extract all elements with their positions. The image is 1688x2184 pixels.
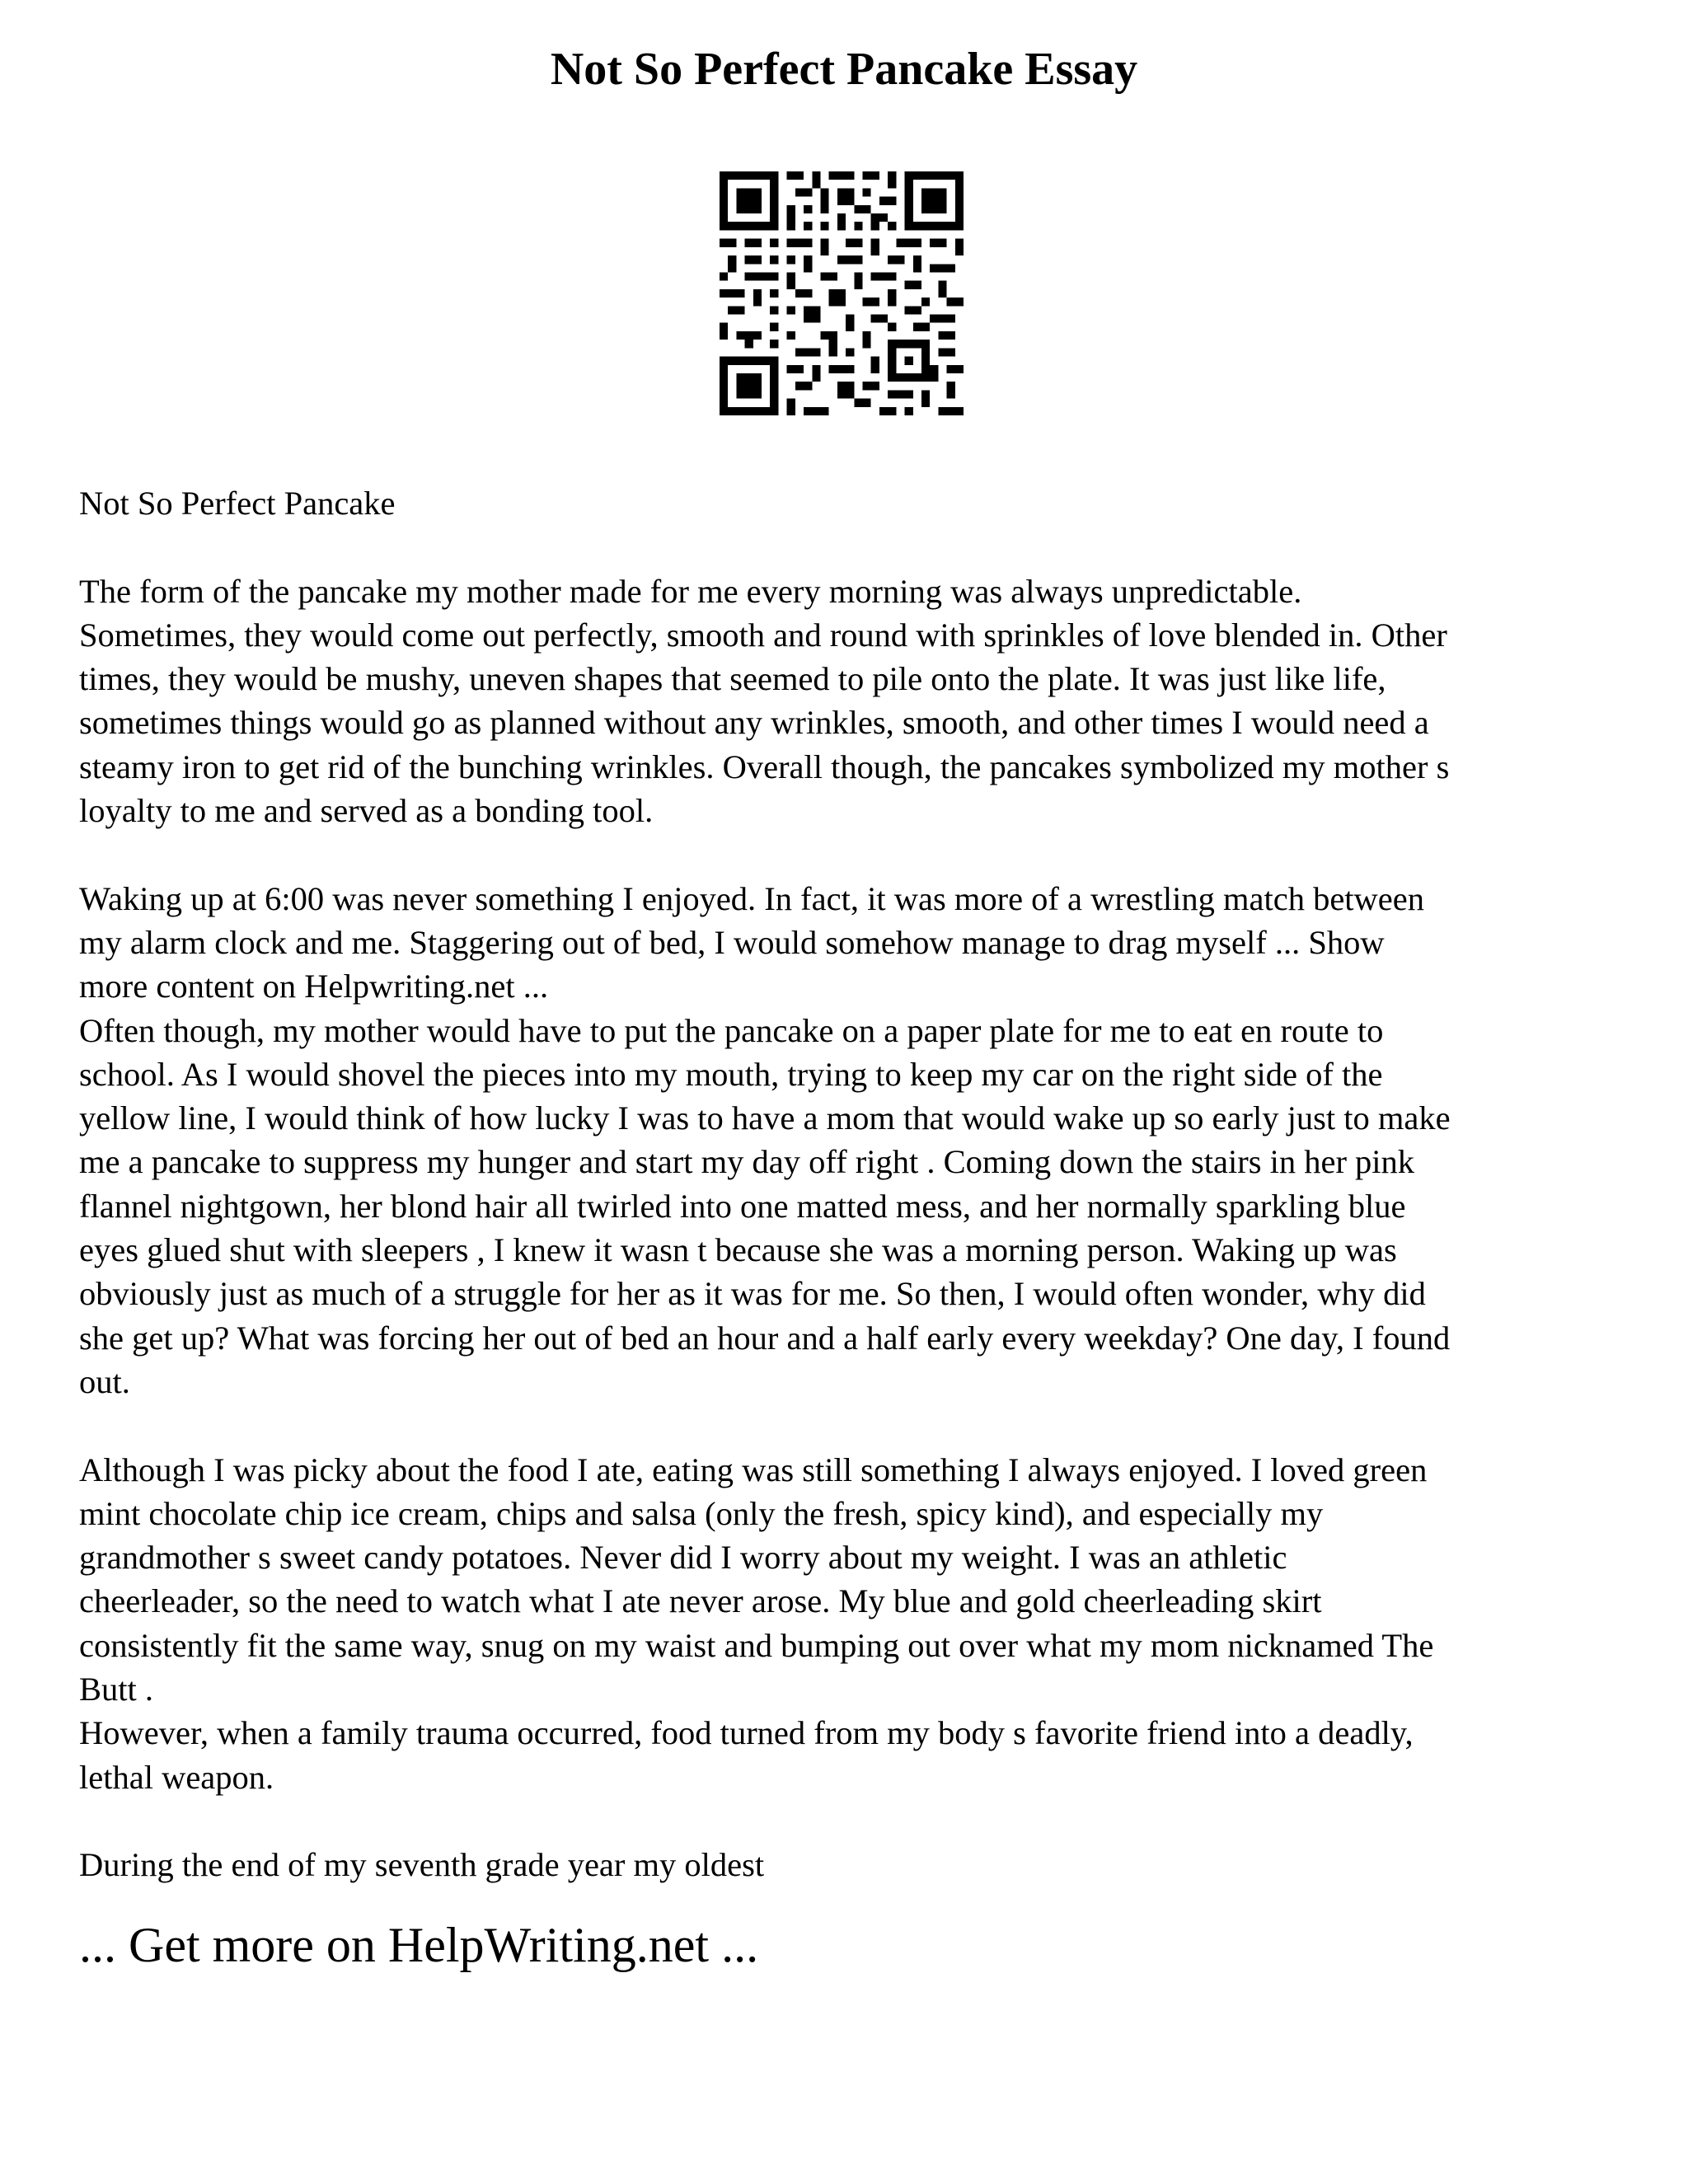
essay-paragraph: During the end of my seventh grade year my oldest bbox=[79, 1846, 765, 1884]
essay-paragraph: Although I was picky about the food I ate, eating was still something I always enjoyed. I loved green mint chocolate chip ice cream, chips and salsa (only the fresh, spicy kind), and especially my grandmother s sweet candy potatoes. Never did I worry about my weight. I was an athletic cheerleader, so the need to watch what I ate never arose. My blue and gold cheerleading skirt consistently fit the same way, snug on my waist and bumping out over what my mom nicknamed The Butt . bbox=[79, 1451, 1434, 1708]
essay-heading: Not So Perfect Pancake bbox=[79, 485, 396, 522]
essay-paragraph: The form of the pancake my mother made for me every morning was always unpredictable. Sometimes, they would come out perfectly, smooth and round with sprinkles of love blended in. Other times, they would be mushy, uneven shapes that seemed to pile onto the plate. It was just like life, sometimes things would go as planned without any wrinkles, smooth, and other times I would need a steamy iron to get rid of the bunching wrinkles. Overall though, the pancakes symbolized my mother s loyalty to me and served as a bonding tool. bbox=[79, 572, 1450, 830]
paragraph-gap bbox=[79, 1799, 1645, 1843]
essay-paragraph: Waking up at 6:00 was never something I enjoyed. In fact, it was more of a wrestling match between my alarm clock and me. Staggering out of bed, I would somehow manage to drag myself ... Show more content on Helpwriting.net ... bbox=[79, 879, 1425, 1005]
essay-paragraph: However, when a family trauma occurred, food turned from my body s favorite friend into a deadly, lethal weapon. bbox=[79, 1714, 1414, 1796]
essay-body bbox=[79, 481, 1645, 1887]
paragraph-gap bbox=[79, 1404, 1645, 1447]
page-title: Not So Perfect Pancake Essay bbox=[550, 44, 1138, 95]
qr-code-icon bbox=[720, 171, 964, 415]
essay-paragraph: Often though, my mother would have to put the pancake on a paper plate for me to eat en route to school. As I would shovel the pieces into my mouth, trying to keep my car on the right side of the yellow line, I would think of how lucky I was to have a mom that would wake up so early just to make me a pancake to suppress my hunger and start my day off right . Coming down the stairs in her pink flannel nightgown, her blond hair all twirled into one matted mess, and her normally sparkling blue eyes glued shut with sleepers , I knew it wasn t because she was a morning person. Waking up was obviously just as much of a struggle for her as it was for me. So then, I would often wonder, why did she get up? What was forcing her out of bed an hour and a half early every weekday? One day, I found out. bbox=[79, 1011, 1451, 1400]
get-more-link[interactable]: ... Get more on HelpWriting.net ... bbox=[79, 1918, 759, 1972]
paragraph-gap bbox=[79, 832, 1645, 876]
paragraph-gap bbox=[79, 525, 1645, 569]
